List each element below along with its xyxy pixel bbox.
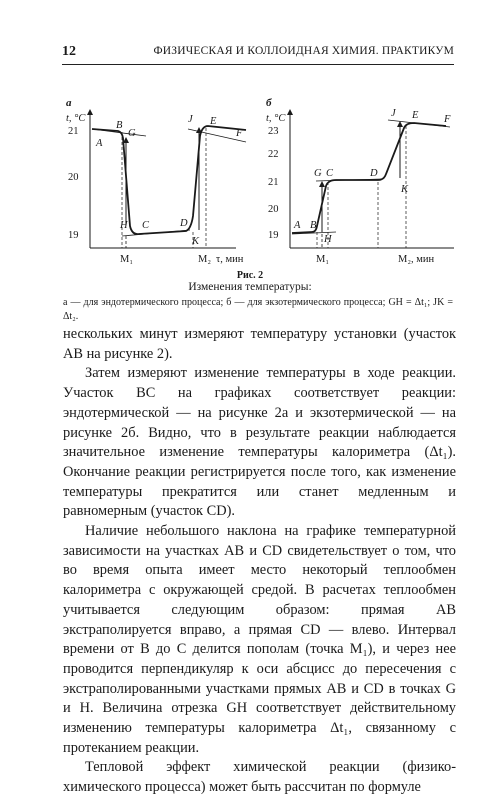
panel-a-point-a: A	[96, 138, 103, 149]
panel-b-y-axis-label: t, °C	[266, 113, 286, 124]
panel-a-point-f: F	[236, 128, 243, 139]
panel-b-point-k: K	[401, 184, 409, 195]
running-title: ФИЗИЧЕСКАЯ И КОЛЛОИДНАЯ ХИМИЯ. ПРАКТИКУМ	[153, 45, 454, 57]
page-number: 12	[62, 44, 76, 59]
panel-a-x-tick-m2: M₂	[198, 254, 211, 265]
panel-a-point-h: H	[120, 220, 128, 231]
panel-b-point-e: E	[412, 110, 419, 121]
panel-a-point-g: G	[128, 128, 136, 139]
panel-a-y-axis-label: t, °C	[66, 113, 86, 124]
panel-b-x-tick-m1: M₁	[316, 254, 329, 265]
panel-b-point-f: F	[444, 114, 451, 125]
panel-b-x-tick-m2: M₂, мин	[398, 254, 435, 265]
figure-2-graphs	[60, 96, 460, 268]
panel-b	[266, 97, 454, 265]
panel-b-point-b: B	[310, 220, 317, 231]
panel-b-point-g: G	[314, 168, 322, 179]
panel-a-label: а	[66, 97, 72, 109]
panel-b-point-a: A	[294, 220, 301, 231]
panel-b-y-tick-21: 21	[268, 177, 279, 188]
figure-note: а — для эндотермического процесса; б — для экзотермического процесса; GH = Δt₁; JK = Δt₂.	[63, 297, 453, 322]
panel-b-point-h: H	[324, 234, 332, 245]
panel-a-y-tick-20: 20	[68, 172, 79, 183]
panel-a-point-c: C	[142, 220, 150, 231]
panel-b-point-d: D	[370, 168, 378, 179]
panel-a-x-axis-label: τ, мин	[216, 254, 244, 265]
panel-a-x-tick-m1: M₁	[120, 254, 133, 265]
panel-a-temperature-curve	[92, 126, 246, 234]
paragraph-4: Тепловой эффект химической реакции (физико-химического процесса) может быть рассчитан по формуле	[63, 759, 456, 796]
panel-b-y-tick-22: 22	[268, 149, 279, 160]
header-rule	[62, 64, 454, 65]
panel-b-label: б	[266, 97, 272, 109]
panel-a-point-d: D	[180, 218, 188, 229]
panel-b-ef-line	[388, 120, 450, 127]
panel-a-point-k: K	[192, 236, 200, 247]
paragraph-2: Затем измеряют изменение температуры в ходе реакции. Участок BC на графиках соответствует реакции: эндотермической — на рисунке 2а и экзотермической — на рисунке 2б. Видно, что в результате реакции наблюдается значительное изменение температуры калориметра (Δt₁). Окончание реакции регистрируется после того, как изменение температуры прекратится или станет медленным и равномерным (участок CD).	[63, 365, 456, 520]
figure-2	[60, 96, 460, 268]
panel-a-point-j: J	[188, 114, 193, 125]
figure-label: Рис. 2	[236, 270, 264, 281]
body-text	[63, 325, 456, 798]
panel-b-y-tick-20: 20	[268, 204, 279, 215]
running-head	[62, 44, 454, 62]
panel-a-y-tick-19: 19	[68, 230, 79, 241]
panel-a-point-e: E	[210, 116, 217, 127]
panel-b-y-tick-19: 19	[268, 230, 279, 241]
panel-a	[66, 97, 246, 265]
panel-a-y-tick-21: 21	[68, 126, 79, 137]
panel-a-point-b: B	[116, 120, 123, 131]
paragraph-3: Наличие небольшого наклона на графике температурной зависимости на участках AB и CD свидетельствует о том, что во время опыта имеет место некоторый теплообмен калориметра с окружающей средой. В расчетах теплообмен учитывается следующим образом: прямая AB экстраполируется вправо, а прямая CD — влево. Интервал времени от B до C делится пополам (точка M₁), и через нее проводится перпендикуляр к оси абсцисс до пересечения с экстраполированными участками прямых AB и CD в точках G и H. Величина отрезка GH соответствует действительному изменению температуры калориметра Δt₁, связанному с протеканием реакции.	[63, 523, 456, 756]
paragraph-1: нескольких минут измеряют температуру установки (участок AB на рисунке 2).	[63, 326, 456, 362]
panel-b-point-c: C	[326, 168, 334, 179]
panel-b-point-j: J	[391, 108, 396, 119]
panel-b-y-tick-23: 23	[268, 126, 279, 137]
figure-title: Изменения температуры:	[188, 281, 312, 293]
